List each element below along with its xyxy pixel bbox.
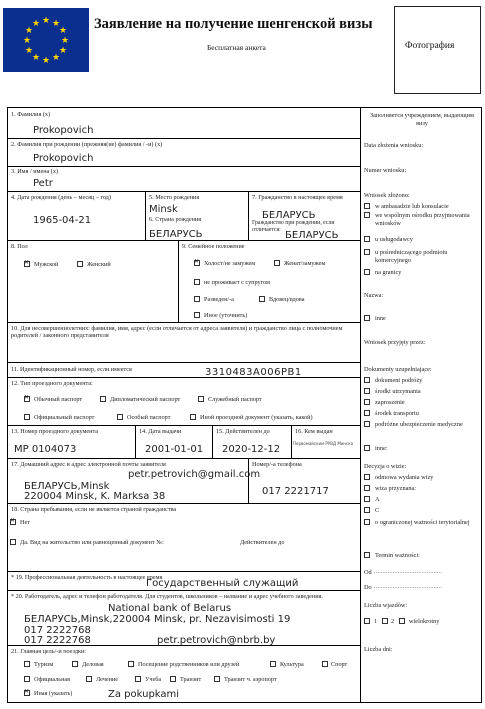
sidebar-v4-label: C bbox=[375, 507, 380, 514]
sidebar-e1-label: 1 bbox=[374, 618, 378, 625]
birth-place-field[interactable]: Minsk bbox=[149, 204, 178, 215]
minor-guardian-label: 10. Для несовершеннолетних: фамилия, имя, адрес (если отличается от адреса заявителя) и гражданство лица с полномочием родителей / законного представителя bbox=[11, 325, 343, 340]
purpose-transit-checkbox[interactable] bbox=[170, 676, 176, 682]
svg-text:★: ★ bbox=[31, 53, 41, 63]
sidebar-entries-label: Liczba wjazdów: bbox=[364, 602, 408, 609]
residence-yes-checkbox[interactable] bbox=[10, 539, 16, 545]
photo-box bbox=[394, 6, 481, 94]
email-field[interactable]: petr.petrovich@gmail.com bbox=[128, 469, 261, 480]
sidebar-app-number: Numer wniosku: bbox=[364, 167, 407, 174]
residence-label: 18. Страна пребывания, если не является страной гражданства bbox=[11, 506, 177, 513]
sex-male-label: Мужской bbox=[34, 261, 59, 268]
sidebar-app-date: Data złożenia wniosku: bbox=[364, 142, 424, 149]
doc-ordinary-checkbox[interactable] bbox=[24, 396, 30, 402]
marital-other-checkbox[interactable] bbox=[194, 312, 200, 318]
valid-until-field[interactable]: 2020-12-12 bbox=[222, 444, 281, 455]
sidebar-docs-label: Dokumenty uzupełniaja̜ce: bbox=[364, 366, 432, 373]
marital-married-label: Женат/замужем bbox=[284, 260, 326, 267]
issue-date-label: 14. Дата выдачи bbox=[139, 428, 182, 435]
purpose-official-label: Официальная bbox=[34, 676, 71, 683]
marital-other-label: Иное (уточнить) bbox=[204, 312, 248, 319]
birth-nationality-field[interactable]: БЕЛАРУСЬ bbox=[285, 230, 339, 241]
residence-no-checkbox[interactable] bbox=[10, 519, 16, 525]
eu-flag bbox=[3, 8, 89, 72]
sidebar-from-label: Od bbox=[364, 569, 372, 576]
svg-text:★: ★ bbox=[41, 16, 51, 26]
purpose-other-label: Иная (указать) bbox=[34, 690, 73, 697]
marital-separated-checkbox[interactable] bbox=[194, 279, 200, 285]
purpose-visit-label: Посещение родственников или друзей bbox=[138, 661, 240, 668]
marital-single-checkbox[interactable] bbox=[194, 260, 200, 266]
marital-divorced-label: Разведен/-а bbox=[204, 296, 234, 303]
address-line2-field[interactable]: 220004 Minsk, K. Marksa 38 bbox=[24, 491, 166, 502]
purpose-culture-label: Культура bbox=[280, 661, 304, 668]
sidebar-to-label: Do bbox=[364, 584, 372, 591]
svg-text:★: ★ bbox=[51, 19, 61, 29]
svg-text:★: ★ bbox=[51, 53, 61, 63]
sidebar-from-dots: ........................................ bbox=[374, 569, 442, 575]
birth-country-label: 6. Страна рождения bbox=[149, 216, 202, 223]
id-number-label: 11. Идентификационный номер, если имеется bbox=[11, 366, 132, 373]
svg-text:★: ★ bbox=[41, 56, 51, 66]
sidebar-v1-label: odmowa wydania wizy bbox=[375, 474, 434, 481]
sidebar-d2-checkbox[interactable] bbox=[364, 388, 370, 394]
doc-diplomatic-checkbox[interactable] bbox=[100, 396, 106, 402]
sidebar-d1-label: dokument podróży bbox=[375, 377, 423, 384]
residence-no-label: Нет bbox=[20, 519, 30, 526]
id-number-field[interactable]: 3310483A006PB1 bbox=[205, 367, 302, 378]
sidebar-v5-checkbox[interactable] bbox=[364, 519, 370, 525]
svg-text:★: ★ bbox=[58, 46, 68, 56]
sidebar-e3-label: wielokrotny bbox=[409, 618, 440, 625]
employer-phone2-field[interactable]: 017 2222768 bbox=[24, 635, 91, 646]
purpose-business-checkbox[interactable] bbox=[72, 661, 78, 667]
birth-date-label: 4. Дата рождения (день – месяц – год) bbox=[11, 194, 111, 201]
sidebar-d6-label: inne: bbox=[375, 445, 388, 452]
sidebar-s3-label: u usługodawcy bbox=[375, 236, 413, 243]
sidebar-e2-label: 2 bbox=[391, 618, 395, 625]
purpose-official-checkbox[interactable] bbox=[24, 676, 30, 682]
sidebar-d4-checkbox[interactable] bbox=[364, 410, 370, 416]
residence-yes-label: Да. Вид на жительство или равноценный документ №: bbox=[20, 539, 164, 546]
doc-number-field[interactable]: MP 0104073 bbox=[14, 444, 77, 455]
doc-official-label: Официальный паспорт bbox=[34, 414, 95, 421]
surname-field[interactable]: Prokopovich bbox=[33, 125, 94, 136]
nationality-label: 7. Гражданство в настоящее время bbox=[252, 194, 343, 201]
sex-male-checkbox[interactable] bbox=[24, 261, 30, 267]
sidebar-v3-checkbox[interactable] bbox=[364, 496, 370, 502]
phone-label: Номер/-а телефона bbox=[252, 461, 302, 468]
employer-address-field[interactable]: БЕЛАРУСЬ,Minsk,220004 Minsk, pr. Nezavisimosti 19 bbox=[24, 614, 291, 625]
doc-service-checkbox[interactable] bbox=[198, 396, 204, 402]
purpose-transit-label: Транзит bbox=[180, 676, 202, 683]
first-name-label: 3. Имя / имена (x) bbox=[11, 168, 59, 175]
employer-name-field[interactable]: National bank of Belarus bbox=[108, 603, 232, 614]
purpose-airport-transit-checkbox[interactable] bbox=[214, 676, 220, 682]
sidebar-e3-checkbox[interactable] bbox=[399, 618, 405, 624]
sidebar-v4-checkbox[interactable] bbox=[364, 507, 370, 513]
doc-service-label: Служебный паспорт bbox=[208, 396, 262, 403]
sidebar-e2-checkbox[interactable] bbox=[382, 618, 388, 624]
purpose-tourism-checkbox[interactable] bbox=[24, 661, 30, 667]
doc-diplomatic-label: Дипломатический паспорт bbox=[110, 396, 181, 403]
employer-phone1-field[interactable]: 017 2222768 bbox=[24, 625, 91, 636]
purpose-study-label: Учеба bbox=[145, 676, 162, 683]
employer-label: * 20. Работодатель, адрес и телефон работодателя. Для студентов, школьников – название и адрес учебного заведения. bbox=[11, 593, 323, 600]
sex-female-checkbox[interactable] bbox=[77, 261, 83, 267]
eu-stars-icon bbox=[3, 8, 89, 72]
sidebar-v2-label: wiza przyznana: bbox=[375, 485, 417, 492]
purpose-airport-transit-label: Транзит ч. аэропорт bbox=[224, 676, 277, 683]
marital-widowed-checkbox[interactable] bbox=[259, 296, 265, 302]
occupation-label: * 19. Профессиональная деятельность в настоящее время bbox=[11, 574, 163, 581]
marital-separated-label: не проживает с супругом bbox=[204, 279, 270, 286]
marital-divorced-checkbox[interactable] bbox=[194, 296, 200, 302]
svg-text:★: ★ bbox=[58, 26, 68, 36]
birth-nationality-label: Гражданство при рождении, если отличается: bbox=[252, 220, 335, 233]
first-name-field[interactable]: Petr bbox=[33, 178, 53, 189]
nationality-field[interactable]: БЕЛАРУСЬ bbox=[262, 210, 316, 221]
doc-type-label: 12. Тип проездного документа: bbox=[11, 380, 93, 387]
purpose-sport-checkbox[interactable] bbox=[322, 661, 328, 667]
residence-valid-label: Действителен до bbox=[240, 539, 285, 546]
sex-female-label: Женский bbox=[87, 261, 111, 268]
address-line1-field[interactable]: БЕЛАРУСЬ,Minsk bbox=[24, 481, 110, 492]
sidebar-v3-label: A bbox=[375, 496, 380, 503]
surname-label: 1. Фамилия (x) bbox=[11, 111, 51, 118]
sidebar-v2-checkbox[interactable] bbox=[364, 485, 370, 491]
svg-text:★: ★ bbox=[24, 26, 34, 36]
purpose-study-checkbox[interactable] bbox=[135, 676, 141, 682]
sidebar-submitted: Wniosek złożono: bbox=[364, 192, 410, 199]
sidebar-s2-label: we wspólnym ośrodku przyjmowania wniosków bbox=[375, 212, 470, 227]
sidebar-d5-label: podróżne ubezpieczenie medyczne bbox=[375, 421, 463, 428]
phone-field[interactable]: 017 2221717 bbox=[262, 486, 329, 497]
purpose-medical-checkbox[interactable] bbox=[86, 676, 92, 682]
sidebar-d6-checkbox[interactable] bbox=[364, 445, 370, 451]
sidebar-s4-label: u pośrednicza̜cego podmiotu komercyjnego bbox=[375, 249, 448, 264]
purpose-business-label: Деловая bbox=[82, 661, 104, 668]
sidebar-heading: Заполняется учреждением, выдающим визу bbox=[370, 112, 474, 127]
sidebar-v5-label: o ograniczonej ważności terytorialnej bbox=[375, 519, 470, 526]
doc-other-checkbox[interactable] bbox=[190, 414, 196, 420]
page-subtitle: Бесплатная анкета bbox=[207, 43, 266, 52]
purpose-label: 21. Главная цель/-и поездки: bbox=[11, 648, 87, 655]
marital-widowed-label: Вдовец/вдова bbox=[269, 296, 305, 303]
photo-label: Фотография bbox=[405, 41, 455, 51]
sidebar-d4-label: środek transportu bbox=[375, 410, 419, 417]
page-title: Заявление на получение шенгенской визы bbox=[94, 16, 373, 32]
sidebar-d1-checkbox[interactable] bbox=[364, 377, 370, 383]
doc-special-label: Особый паспорт bbox=[127, 414, 171, 421]
svg-text:★: ★ bbox=[24, 46, 34, 56]
birth-place-label: 5. Место рождения bbox=[149, 194, 200, 201]
sidebar-valid-label: Termin ważności: bbox=[375, 552, 420, 559]
sidebar-handled-label: Wniosek przyjęty przez: bbox=[364, 339, 426, 346]
sidebar-s4-checkbox[interactable] bbox=[364, 249, 370, 255]
purpose-visit-checkbox[interactable] bbox=[128, 661, 134, 667]
birth-surname-label: 2. Фамилия при рождении (прежняя(ие) фамилия / -и) (x) bbox=[11, 141, 163, 148]
sidebar-s1-checkbox[interactable] bbox=[364, 203, 370, 209]
doc-number-label: 13. Номер проездного документа bbox=[11, 428, 99, 435]
birth-surname-field[interactable]: Prokopovich bbox=[33, 153, 94, 164]
sidebar-s5-checkbox[interactable] bbox=[364, 269, 370, 275]
valid-until-label: 15. Действителен до bbox=[216, 428, 270, 435]
issued-by-field[interactable]: Первомайским РУВД Минска bbox=[293, 441, 354, 446]
sidebar-s2-checkbox[interactable] bbox=[364, 212, 370, 218]
purpose-tourism-label: Туризм bbox=[34, 661, 54, 668]
svg-text:★: ★ bbox=[22, 36, 32, 46]
doc-other-label: Иной проездной документ (указать, какой) bbox=[200, 414, 313, 421]
birth-country-field[interactable]: БЕЛАРУСЬ bbox=[149, 229, 203, 240]
sidebar-e1-checkbox[interactable] bbox=[364, 618, 370, 624]
sidebar-to-dots: ........................................ bbox=[374, 584, 442, 590]
sidebar-name-label: Nazwa: bbox=[364, 292, 384, 299]
marital-label: 9. Семейное положение bbox=[182, 243, 245, 250]
doc-special-checkbox[interactable] bbox=[117, 414, 123, 420]
purpose-sport-label: Спорт bbox=[331, 661, 348, 668]
home-address-label: 17. Домашний адрес и адрес электронной почты заявителя bbox=[11, 461, 166, 468]
sidebar-d2-label: środki utrzymania bbox=[375, 388, 421, 395]
sidebar-v1-checkbox[interactable] bbox=[364, 474, 370, 480]
sidebar-s3-checkbox[interactable] bbox=[364, 236, 370, 242]
svg-text:★: ★ bbox=[31, 19, 41, 29]
sidebar-valid-checkbox[interactable] bbox=[364, 552, 370, 558]
sidebar-inne1-checkbox[interactable] bbox=[364, 315, 370, 321]
purpose-medical-label: Лечение bbox=[96, 676, 118, 683]
doc-official-checkbox[interactable] bbox=[24, 414, 30, 420]
sex-label: 8. Пол bbox=[11, 243, 28, 250]
issued-by-label: 16. Кем выдан bbox=[295, 428, 333, 435]
sidebar-s1-label: w ambasadzie lub konsulacie bbox=[375, 203, 449, 210]
marital-married-checkbox[interactable] bbox=[274, 260, 280, 266]
sidebar-d5-checkbox[interactable] bbox=[364, 421, 370, 427]
occupation-field[interactable]: Государственный служащий bbox=[146, 578, 299, 589]
sidebar-d3-checkbox[interactable] bbox=[364, 399, 370, 405]
sidebar-inne1-label: inne bbox=[375, 315, 386, 322]
svg-text:★: ★ bbox=[60, 36, 70, 46]
birth-date-field[interactable]: 1965-04-21 bbox=[33, 215, 92, 226]
employer-email-field[interactable]: petr.petrovich@nbrb.by bbox=[157, 635, 276, 646]
marital-single-label: Холост/не замужем bbox=[204, 260, 256, 267]
sidebar-s5-label: na granicy bbox=[375, 269, 402, 276]
sidebar-decision-label: Decyzja o wizie: bbox=[364, 463, 407, 470]
issue-date-field[interactable]: 2001-01-01 bbox=[145, 444, 204, 455]
sidebar-d3-label: zaproszenie bbox=[375, 399, 405, 406]
purpose-other-field[interactable]: Za pokupkami bbox=[108, 689, 180, 700]
purpose-culture-checkbox[interactable] bbox=[270, 661, 276, 667]
sidebar-days-label: Liczba dni: bbox=[364, 646, 393, 653]
purpose-other-checkbox[interactable] bbox=[24, 690, 30, 696]
doc-ordinary-label: Обычный паспорт bbox=[34, 396, 83, 403]
